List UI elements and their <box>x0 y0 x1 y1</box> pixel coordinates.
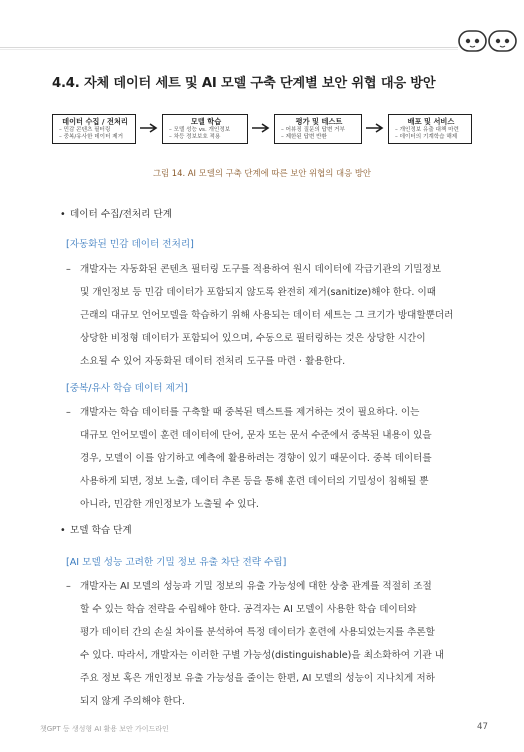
paragraph-line: 및 개인정보 등 민감 데이터가 포함되지 않도록 완전히 제거(sanitize)해야 한다. 이때 <box>80 287 437 298</box>
flow-step-data-collection <box>52 114 136 144</box>
section-heading: 4.4. 자체 데이터 세트 및 AI 모델 구축 단계별 보안 위협 대응 방안 <box>52 76 436 91</box>
paragraph-line: 아니라, 민감한 개인정보가 노출될 수 있다. <box>80 499 259 510</box>
paragraph-line: 경우, 모델이 이를 암기하고 예측에 활용하려는 경향이 있기 때문이다. 중복 데이터를 <box>80 453 432 464</box>
bullet-dot: • <box>60 525 66 536</box>
flow-step-title: 평가 및 테스트 <box>295 117 343 126</box>
bullet-dot: • <box>60 209 66 220</box>
flow-step-evaluation <box>274 114 362 144</box>
flow-step-item: – 어뷰징 질문의 답변 거부 <box>281 127 345 133</box>
paragraph-line: 사용하게 되면, 정보 노출, 데이터 추론 등을 통해 훈련 데이터의 기밀성이 침해될 뿐 <box>80 476 429 487</box>
paragraph-line: 개발자는 학습 데이터를 구축할 때 중복된 텍스트를 제거하는 것이 필요하다. 이는 <box>80 407 420 418</box>
dash-marker: – <box>66 407 71 418</box>
paragraph-line: 상당한 비정형 데이터가 포함되어 있으며, 수동으로 필터링하는 것은 상당한 시간이 <box>80 333 426 344</box>
paragraph-line: 수 있다. 따라서, 개발자는 이러한 구별 가능성(distinguishable)을 최소화하여 기관 내 <box>80 650 444 661</box>
page-number: 47 <box>477 722 488 732</box>
paragraph-line: 개발자는 AI 모델의 성능과 기밀 정보의 유출 가능성에 대한 상충 관계를 적절히 조절 <box>80 581 432 592</box>
flow-step-item: – 차등 정보보호 적용 <box>169 134 221 140</box>
flow-step-deployment <box>388 114 472 144</box>
paragraph-line: 근래의 대규모 언어모델을 학습하기 위해 사용되는 데이터 세트는 그 크기가 방대할뿐더러 <box>80 310 454 321</box>
subsection-title: [자동화된 민감 데이터 전처리] <box>66 239 194 250</box>
paragraph-line: 할 수 있는 학습 전략을 수립해야 한다. 공격자는 AI 모델이 사용한 학습 데이터와 <box>80 604 417 615</box>
process-flow-diagram <box>52 114 472 148</box>
flow-step-model-training <box>162 114 248 144</box>
flow-step-item: – 제한된 답변 반환 <box>281 134 327 140</box>
bullet-label: 데이터 수집/전처리 단계 <box>70 209 173 220</box>
dash-marker: – <box>66 264 71 275</box>
paragraph-line: 개발자는 자동화된 콘텐츠 필터링 도구를 적용하여 원시 데이터에 각급기관의 기밀정보 <box>80 264 442 275</box>
paragraph-line: 대규모 언어모델이 훈련 데이터에 단어, 문자 또는 문서 수준에서 중복된 내용이 있을 <box>80 430 432 441</box>
bullet-data-collection <box>60 206 172 220</box>
footer-title: 챗GPT 등 생성형 AI 활용 보안 가이드라인 <box>40 725 169 733</box>
flow-step-title: 모델 학습 <box>190 117 222 126</box>
paragraph <box>66 575 470 713</box>
flow-step-item: – 민감 콘텐츠 필터링 <box>59 127 111 133</box>
flow-step-item: – 모델 성능 vs. 개인정보 <box>169 127 231 133</box>
flow-arrow-icon <box>364 122 386 134</box>
flow-step-item: – 개인정보 유출 대책 마련 <box>395 127 459 133</box>
bullet-model-training <box>60 522 132 536</box>
header-rule <box>0 47 458 48</box>
subsection-title: [중복/유사 학습 데이터 제거] <box>66 383 188 394</box>
paragraph <box>66 401 470 516</box>
flow-step-title: 배포 및 서비스 <box>407 117 455 126</box>
flow-arrow-icon <box>250 122 272 134</box>
header-logo-icon <box>458 28 518 54</box>
figure-caption: 그림 14. AI 모델의 구축 단계에 따른 보안 위협의 대응 방안 <box>152 168 372 178</box>
paragraph <box>66 258 470 373</box>
flow-arrow-icon <box>138 122 160 134</box>
paragraph-line: 주요 정보 혹은 개인정보 유출 가능성을 줄이는 한편, AI 모델의 성능이 지나치게 저하 <box>80 673 435 684</box>
flow-step-item: – 데이터의 기계학습 해제 <box>395 134 458 140</box>
header-rule-secondary <box>0 49 458 50</box>
paragraph-line: 평가 데이터 간의 손실 차이를 분석하여 특정 데이터가 훈련에 사용되었는지를 추론할 <box>80 627 435 638</box>
flow-step-title: 데이터 수집 / 전처리 <box>62 117 128 126</box>
dash-marker: – <box>66 581 71 592</box>
paragraph-line: 소요될 수 있어 자동화된 데이터 전처리 도구를 마련 · 활용한다. <box>80 356 346 367</box>
bullet-label: 모델 학습 단계 <box>70 525 132 536</box>
paragraph-line: 되지 않게 주의해야 한다. <box>80 696 185 707</box>
flow-step-item: – 중복/유사한 데이터 제거 <box>59 134 124 140</box>
subsection-title: [AI 모델 성능 고려한 기밀 정보 유출 차단 전략 수립] <box>66 557 287 568</box>
